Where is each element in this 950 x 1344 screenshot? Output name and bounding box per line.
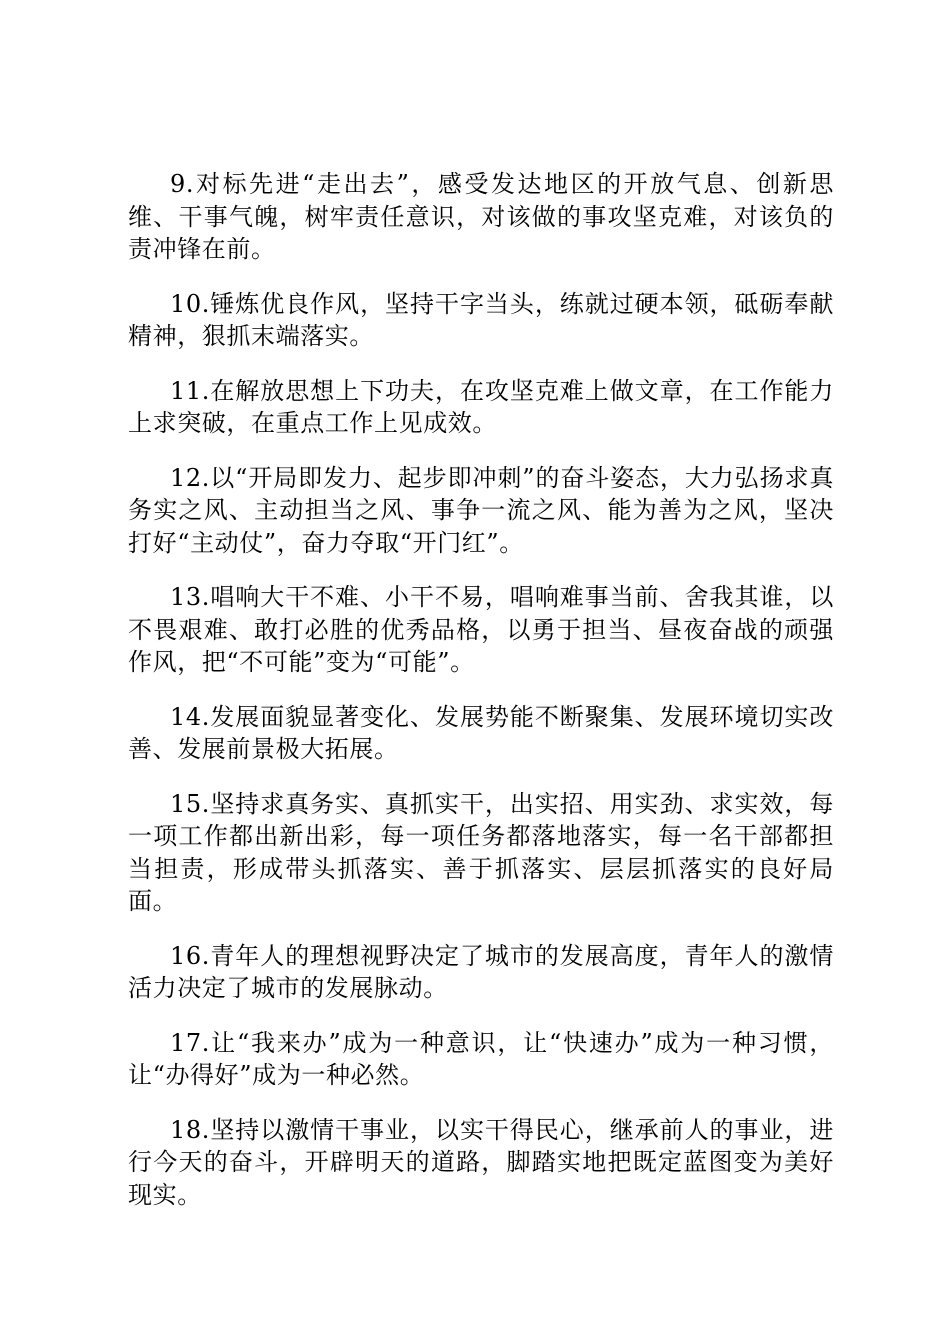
paragraph-item-9: 9.对标先进“走出去”，感受发达地区的开放气息、创新思维、干事气魄，树牢责任意识，对该做的事攻坚克难，对该负的责冲锋在前。 xyxy=(128,170,834,263)
paragraph-item-10: 10.锤炼优良作风，坚持干字当头，练就过硬本领，砥砺奉献精神，狠抓末端落实。 xyxy=(128,289,834,350)
paragraph-item-14: 14.发展面貌显著变化、发展势能不断聚集、发展环境切实改善、发展前景极大拓展。 xyxy=(128,702,834,763)
paragraph-item-13: 13.唱响大干不难、小干不易，唱响难事当前、舍我其谁，以不畏艰难、敢打必胜的优秀品格，以勇于担当、昼夜奋战的顽强作风，把“不可能”变为“可能”。 xyxy=(128,583,834,676)
paragraph-item-16: 16.青年人的理想视野决定了城市的发展高度，青年人的激情活力决定了城市的发展脉动。 xyxy=(128,941,834,1002)
paragraph-item-18: 18.坚持以激情干事业，以实干得民心，继承前人的事业，进行今天的奋斗，开辟明天的道路，脚踏实地把既定蓝图变为美好现实。 xyxy=(128,1115,834,1209)
paragraph-item-17: 17.让“我来办”成为一种意识，让“快速办”成为一种习惯，让“办得好”成为一种必然。 xyxy=(128,1028,834,1089)
paragraph-item-11: 11.在解放思想上下功夫，在攻坚克难上做文章，在工作能力上求突破，在重点工作上见成效。 xyxy=(128,376,834,437)
paragraph-item-12: 12.以“开局即发力、起步即冲刺”的奋斗姿态，大力弘扬求真务实之风、主动担当之风、事争一流之风、能为善为之风，坚决打好“主动仗”，奋力夺取“开门红”。 xyxy=(128,463,834,557)
document-page xyxy=(128,168,834,1233)
paragraph-item-15: 15.坚持求真务实、真抓实干，出实招、用实劲、求实效，每一项工作都出新出彩，每一项任务都落地落实，每一名干部都担当担责，形成带头抓落实、善于抓落实、层层抓落实的良好局面。 xyxy=(128,789,834,915)
